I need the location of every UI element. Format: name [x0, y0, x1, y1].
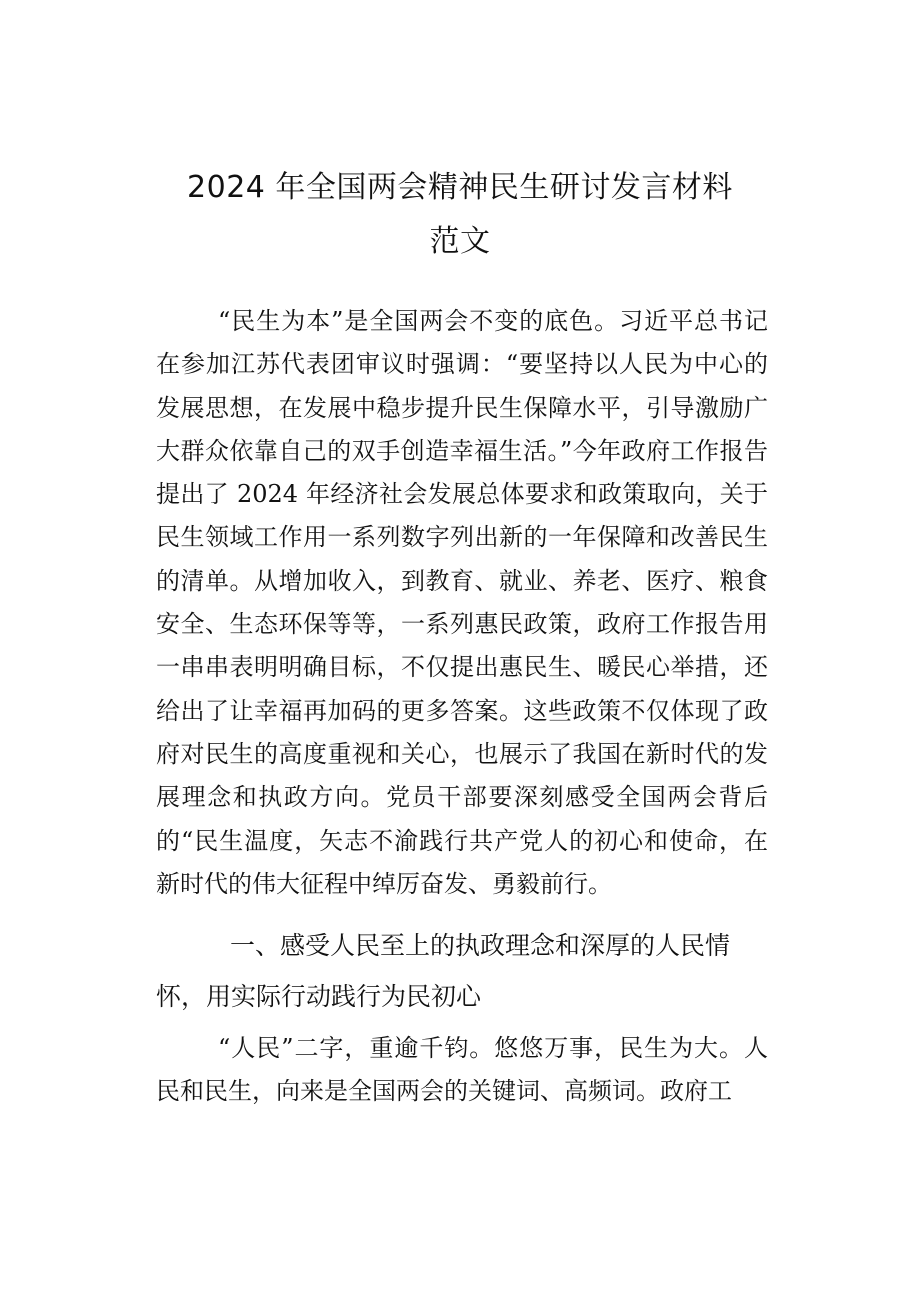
body-paragraph-1: “民生为本”是全国两会不变的底色。习近平总书记在参加江苏代表团审议时强调：“要坚持以人民为中心的发展思想，在发展中稳步提升民生保障水平，引导激励广大群众依靠自己的双手创造幸福生活。”今年政府工作报告提出了 2024 年经济社会发展总体要求和政策取向，关于民生领域工作用一系列数字列出新的一年保障和改善民生的清单。从增加收入，到教育、就业、养老、医疗、粮食安全、生态环保等等，一系列惠民政策，政府工作报告用一串串表明明确目标，不仅提出惠民生、暖民心举措，还给出了让幸福再加码的更多答案。这些政策不仅体现了政府对民生的高度重视和关心，也展示了我国在新时代的发展理念和执政方向。党员干部要深刻感受全国两会背后的“民生温度，矢志不渝践行共产党人的初心和使命，在新时代的伟大征程中绰厉奋发、勇毅前行。: [156, 307, 768, 898]
section-heading-1: 一、感受人民至上的执政理念和深厚的人民情怀，用实际行动践行为民初心: [156, 931, 731, 1011]
title-line-2: 范文: [429, 224, 491, 259]
document-title: [150, 161, 770, 269]
body-paragraph-2: “人民”二字，重逾千钧。悠悠万事，民生为大。人民和民生，向来是全国两会的关键词、高频词。政府工: [156, 1034, 768, 1106]
title-line-1: 2024 年全国两会精神民生研讨发言材料: [187, 170, 733, 205]
